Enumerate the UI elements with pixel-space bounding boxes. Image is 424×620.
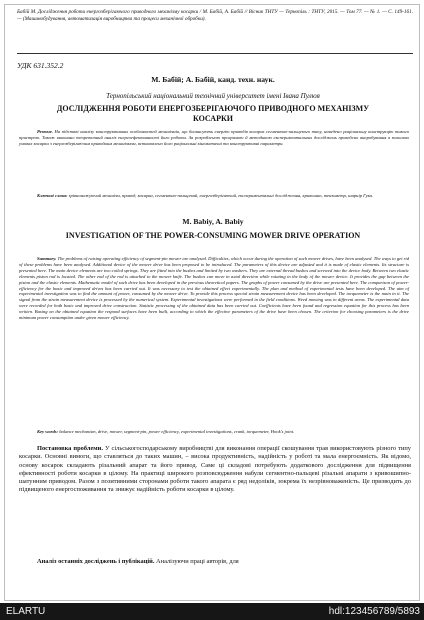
section-heading-problem: Постановка проблеми. <box>37 445 103 452</box>
section-heading-analysis: Аналіз останніх досліджень і публікацій. <box>37 558 155 565</box>
authors-english: M. Babiy, A. Babiy <box>182 217 244 226</box>
handle-identifier[interactable]: hdl:123456789/5893 <box>328 606 420 617</box>
abstract-ukrainian-label: Резюме. <box>37 129 53 134</box>
title-ukrainian: ДОСЛІДЖЕННЯ РОБОТИ ЕНЕРГОЗБЕРІГАЮЧОГО ПРИВОДНОГО МЕХАНІЗМУ КОСАРКИ <box>56 104 370 123</box>
abstract-ukrainian-text: На підставі аналізу конструктивних особливостей механізмів, що балансують енергію приводів косарок сегментно-пальцевого типу, наведено раціональну конструкцію такого пристрою. Також виконано теоретичний аналіз енергоефективності його роботи. За розробленою програмою й методикою експериментальних досліджень проведено випробування в польових умовах косарки з енергозберігаючим приводним механізмом, встановлено його раціональні кінематичні та конструктивні параметри. <box>19 129 409 146</box>
body-paragraph-problem <box>19 445 411 495</box>
body-paragraph-analysis-text: Аналізуючи праці авторів, для <box>156 558 239 565</box>
body-paragraph-analysis <box>19 558 411 566</box>
repository-name: ELARTU <box>6 606 46 617</box>
header-divider <box>17 53 413 54</box>
repository-footer-bar <box>0 603 424 620</box>
paper-page <box>4 4 420 601</box>
keywords-english-label: Key words: <box>37 429 59 434</box>
keywords-ukrainian-label: Ключові слова: <box>37 193 68 198</box>
body-paragraph-problem-text: У сільськогосподарському виробництві для виконання операції скошування трав використовують різного типу косарки. Основні вимоги, що ставляться до таких машин, – висока продуктивність, надійність у роботі та мала енергоємність. Як відомо, основу косарок складають різальний апарат та його привод. Саме ці складові потребують додаткового дослідження для підвищення ефективності роботи косарки в цілому. На практиці широкого розповсюдження набули сегментно-пальцеві різальні апарати з кривошипно-шатунним приводом. Разом з позитивними сторонами роботи такого апарата є ряд недоліків, зокрема їх незрівноваженість. Це призводить до підвищеного енергоспоживання та знижує надійність роботи косарки в цілому. <box>19 445 411 494</box>
abstract-english-label: Summary. <box>37 256 57 261</box>
abstract-english <box>19 256 409 321</box>
abstract-english-text: The problems of raising operating efficiency of segment-pin mower are analysed. Difficulties, which occur during the operation of such mower drives, have been analysed. The ways to get rid of these problems have been analysed. Additional device of the mower drive has been proposed to be introduced. The parameters of this device are adjusted and it is made of elastic elements. Its structure is presented here. The main device elements are two coiled springs. They are fitted into the bushes and limited by two washers. They are external thread bushes and screwed into the device body. Between two elastic elements piston rod is located. The other end of the rod is attached to the mower knife. The bushes can move in axial direction while rotating in the body of the mower device. It provides the gap between the piston and the elastic elements. Mathematic model of such drive has been developed in the previous theoretical papers. The graphs of power consumed by the drive are presented here. The comparison of power-efficiency for the basic and improved drives has been carried out. It was necessary to test the obtained effect experimentally. The plan and method of experimental tests have been developed. The aim of experimental investigation was to find the amount of power, consumed by the mower drive. To provide this process special strain measurement device has been developed. The torquemeter is the main in it. The signal from the strain measurement device is processed by the numerical system. Experimental investigations were performed in the field conditions. Weed mowing was in different areas. The experimental data were recorded for both basic and improved drive construction. Statistic processing of the obtained data has been carried out. Coefficients have been found and regression equation for this process has been written. Basing on the obtained equation the respond surfaces have been built, according to which the effective parameters of the drive have been chosen. The criterion for choosing parameters is the drive minimum power consumption under given mower efficiency. <box>19 256 409 321</box>
keywords-english-text: balance mechanism, drive, mower, segment-pin, power efficiency, experimental investigations, crank, torquemeter, Hook's joint. <box>59 429 295 434</box>
authors-ukrainian: М. Бабій; А. Бабій, канд. техн. наук. <box>151 75 275 84</box>
keywords-ukrainian-text: зрівноважуючий механізм, привод, косарка, сегментно-пальцевий, енергозберігаючий, експериментальні дослідження, кривошип, тензометр, шарнір Гука. <box>68 193 374 198</box>
abstract-ukrainian <box>19 129 409 147</box>
keywords-ukrainian <box>19 193 409 199</box>
udc-code: УДК 631.352.2 <box>17 61 64 70</box>
citation-header: Бабій М. Дослідження роботи енергозберігаючого приводного механізму косарки / М. Бабій, А. Бабій // Вісник ТНТУ — Тернопіль : ТНТУ, 2015. — Том 77. — № 1. — С. 149-161. — (Машинобудування, автоматизація виробництва та процеси механічної обробки). <box>17 9 413 22</box>
keywords-english <box>19 429 409 435</box>
title-english: INVESTIGATION OF THE POWER-CONSUMING MOWER DRIVE OPERATION <box>65 231 361 240</box>
affiliation: Тернопільський національний технічний університет імені Івана Пулюя <box>106 92 320 100</box>
